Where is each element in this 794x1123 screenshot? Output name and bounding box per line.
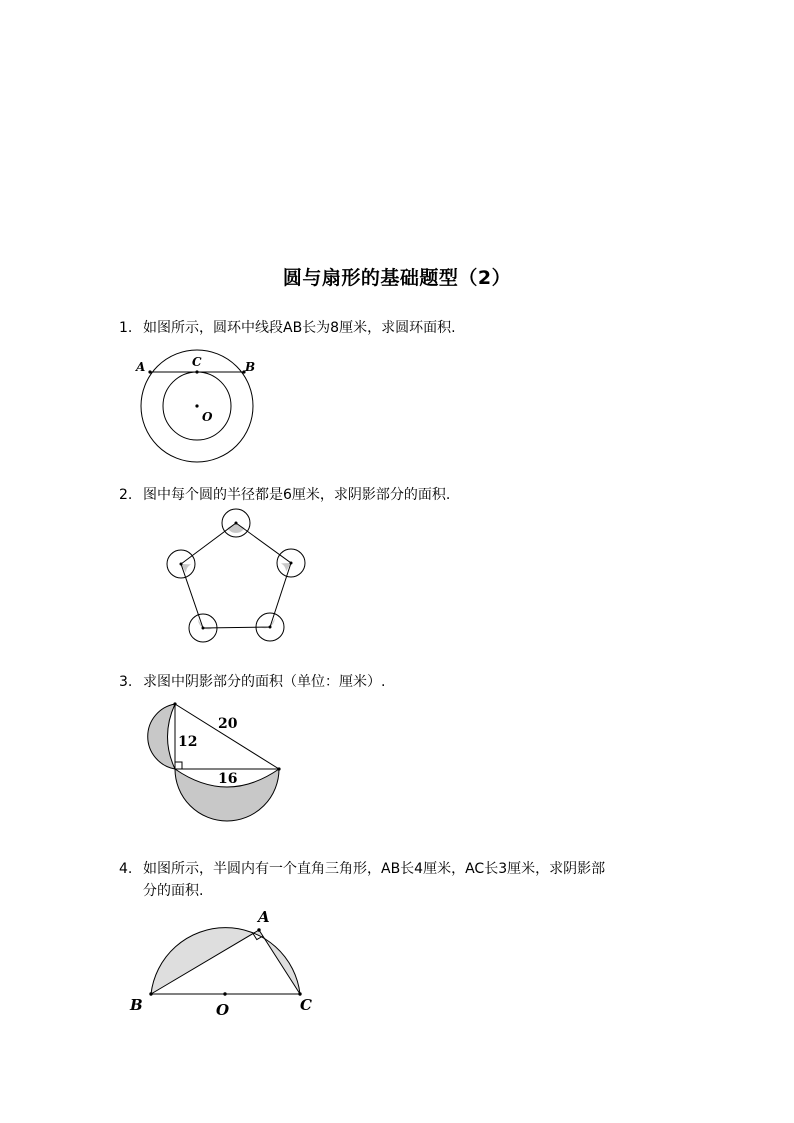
point-c (195, 370, 198, 373)
question-1 (119, 317, 456, 339)
label-o: O (216, 1001, 230, 1019)
question-number: 3. (119, 674, 133, 690)
point-b (149, 992, 152, 995)
label-c: C (192, 355, 202, 369)
question-number: 4. (119, 861, 133, 877)
question-number: 1. (119, 320, 133, 336)
center-point (269, 626, 272, 629)
label-b: B (245, 360, 256, 374)
side-ac (259, 930, 300, 994)
point-o (195, 404, 198, 407)
point-o (223, 992, 226, 995)
question-text: 图中每个圆的半径都是6厘米，求阴影部分的面积. (143, 487, 451, 503)
label-a: A (136, 360, 146, 374)
center-point (202, 627, 205, 630)
label-hypotenuse: 20 (218, 716, 238, 732)
question-3 (119, 671, 385, 693)
question-text: 如图所示，圆环中线段AB长为8厘米，求圆环面积. (143, 320, 456, 336)
figure-pentagon-circles (160, 505, 310, 645)
center-point (290, 562, 293, 565)
page-title: 圆与扇形的基础题型（2） (282, 267, 512, 289)
right-angle-mark (175, 762, 182, 769)
figure-triangle-semicircles (135, 695, 295, 830)
figure-annulus (130, 350, 270, 460)
label-b: B (130, 996, 143, 1014)
label-horizontal-leg: 16 (218, 771, 238, 787)
question-text-line2: 分的面积. (143, 883, 204, 899)
shaded-region (151, 928, 300, 994)
label-o: O (202, 410, 213, 424)
question-4 (119, 858, 605, 902)
point-a (148, 370, 151, 373)
label-a: A (258, 908, 270, 926)
pentagon (181, 523, 291, 628)
center-point (235, 522, 238, 525)
vertex (277, 767, 280, 770)
question-text: 求图中阴影部分的面积（单位：厘米）. (143, 674, 386, 690)
center-point (180, 563, 183, 566)
question-2 (119, 484, 450, 506)
figure-semicircle-triangle (125, 905, 325, 1020)
label-vertical-leg: 12 (178, 734, 198, 750)
question-number: 2. (119, 487, 133, 503)
label-c: C (300, 996, 312, 1014)
shaded-crescent-left (148, 704, 175, 769)
question-text-line1: 如图所示，半圆内有一个直角三角形，AB长4厘米，AC长3厘米，求阴影部 (143, 861, 606, 877)
vertex (173, 702, 176, 705)
point-a (257, 928, 260, 931)
